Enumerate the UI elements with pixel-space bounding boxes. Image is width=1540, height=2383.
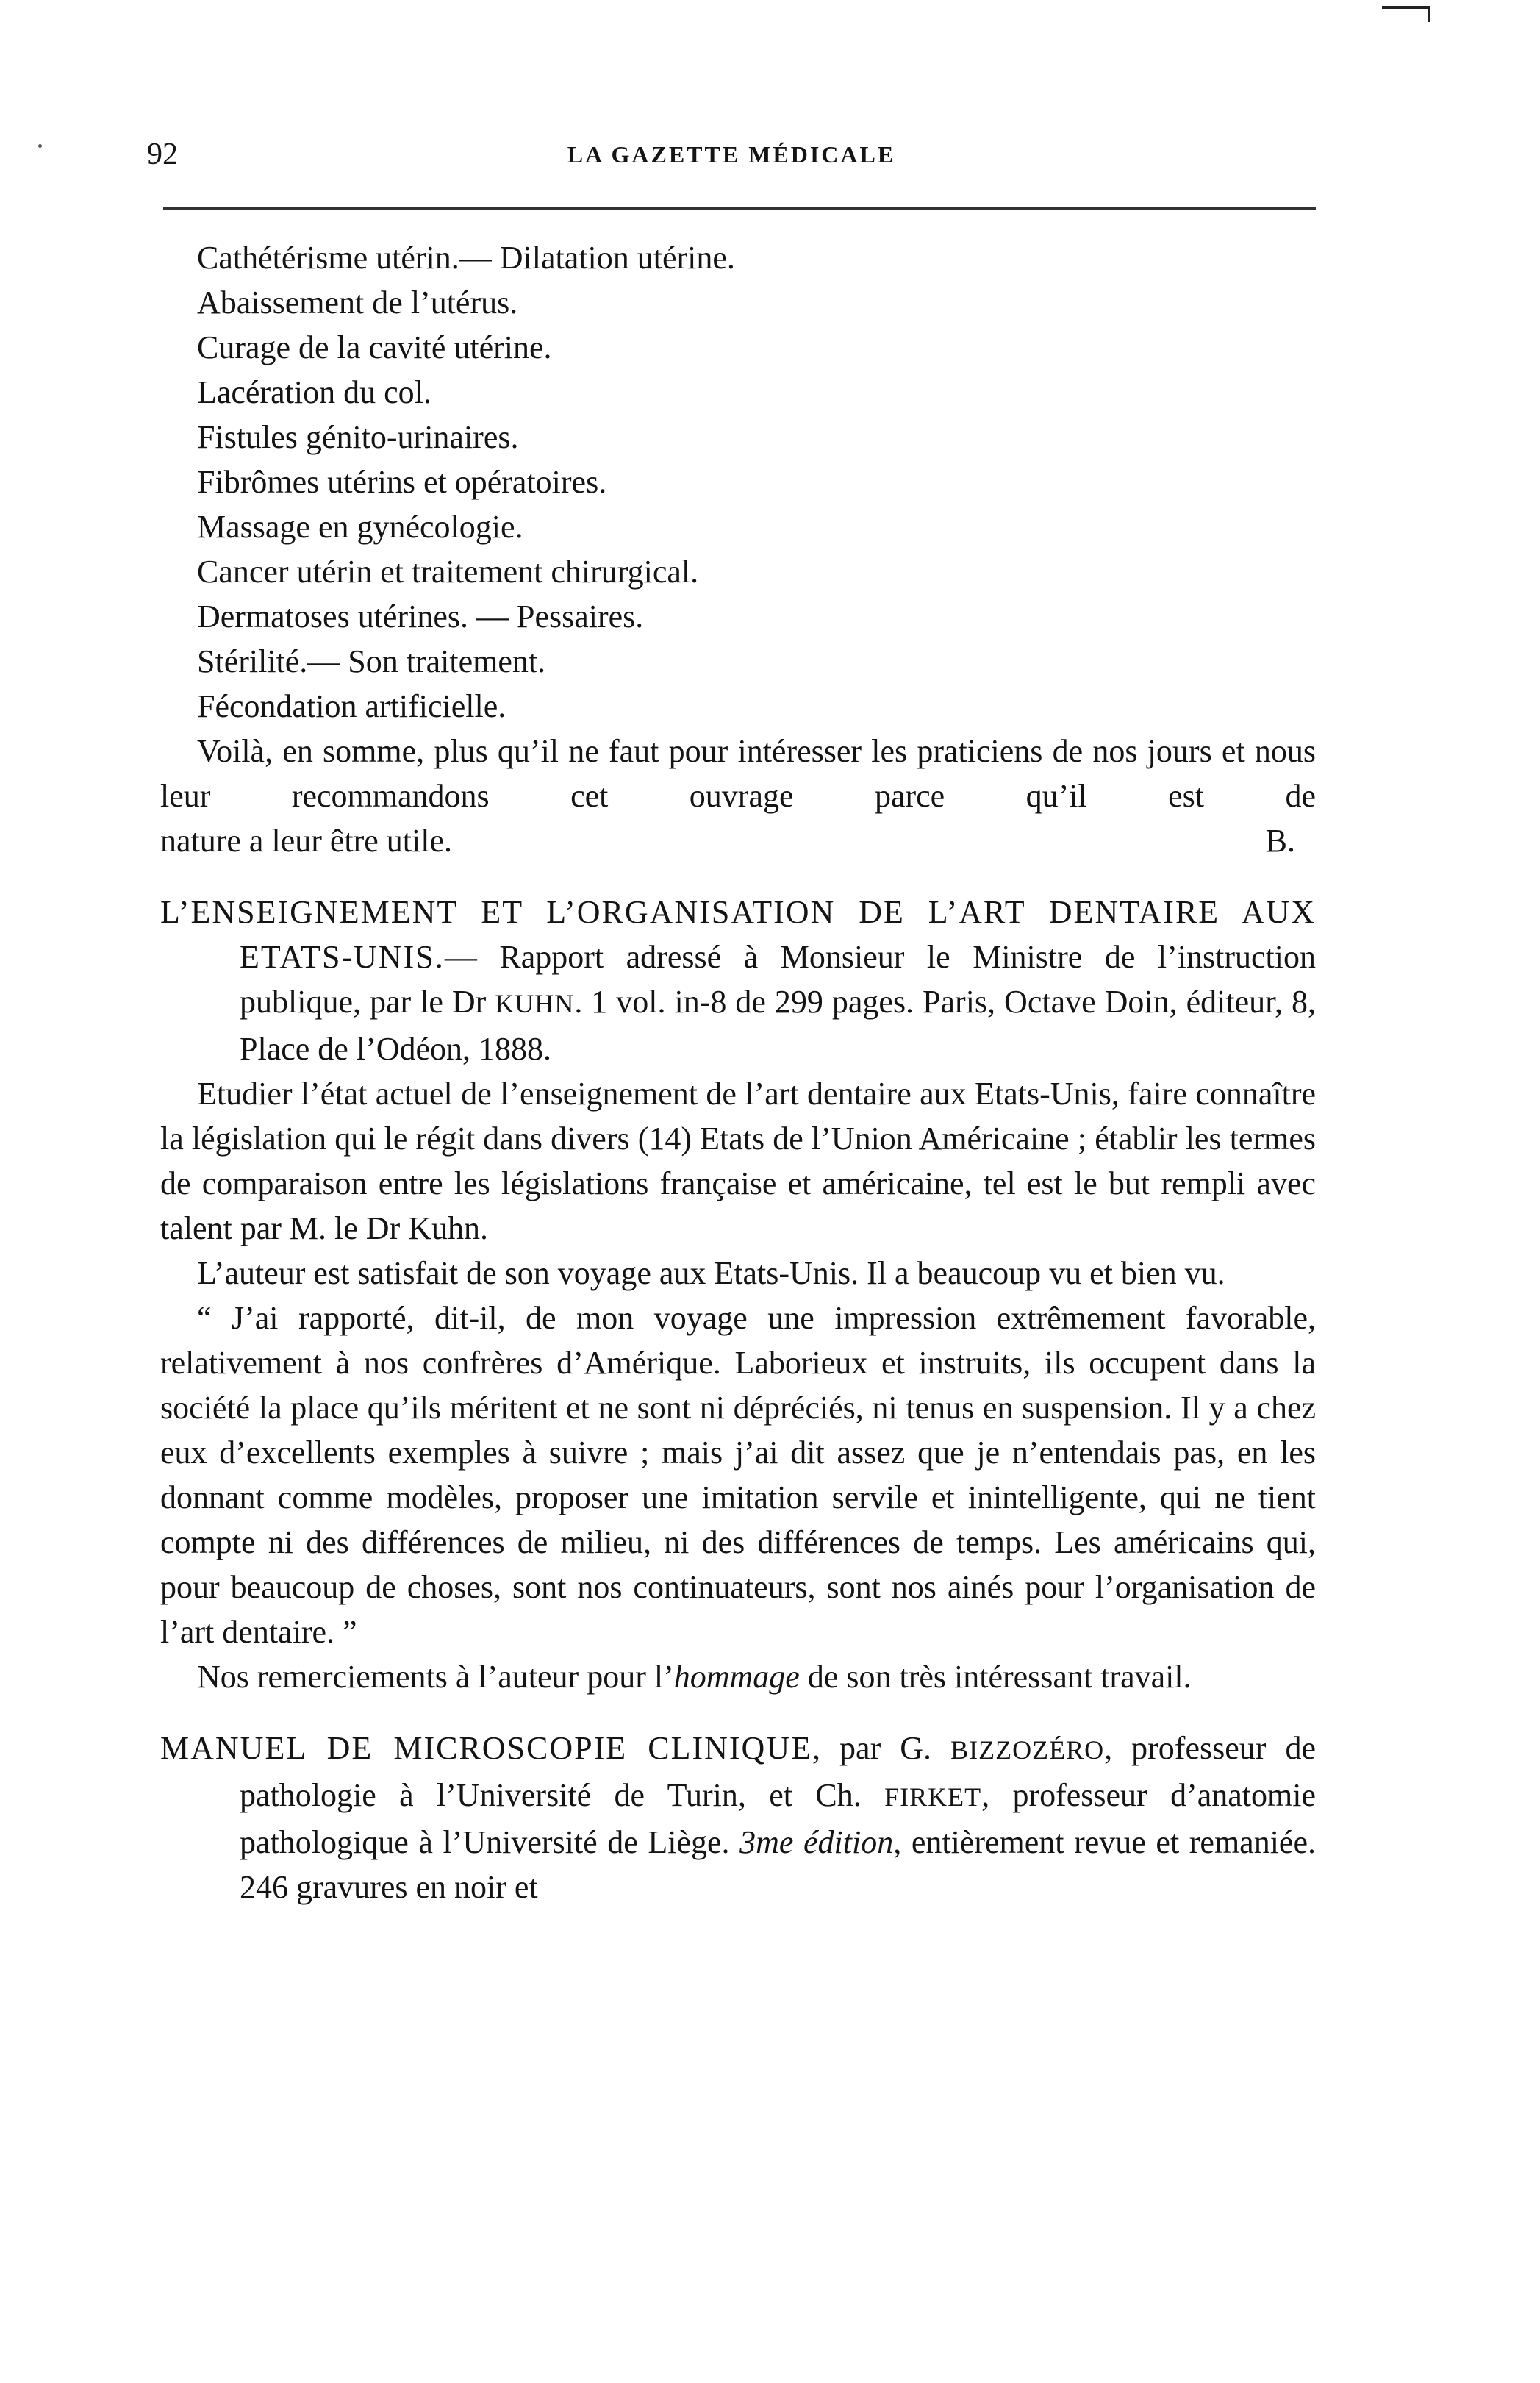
book-text: , professeur de pathologie à l’Université de Turin, et Ch. <box>240 1730 1317 1813</box>
review-quotation: “ J’ai rapporté, dit-il, de mon voyage une impression extrêmement favorable, relativement à nos confrères d’Amérique. Laborieux et instruits, ils occupent dans la société la place qu’ils méritent et ne sont ni dépréciés, ni tenus en suspension. Il y a chez eux d’excellents exemples à suivre ; mais j’ai dit assez que je n’entendais pas, en les donnant comme modèles, proposer une imitation servile et inintelligente, qui ne tient compte ni des différences de milieu, ni des différences de temps. Les américains qui, pour beaucoup de choses, sont nos continuateurs, sont nos ainés pour l’organisation de l’art dentaire. ” <box>160 1300 1316 1650</box>
book-title: MANUEL DE MICROSCOPIE CLINIQUE <box>160 1730 812 1766</box>
book-title: L’ENSEIGNEMENT ET L’ORGANISATION DE L’ART DENTAIRE AUX ETATS-UNIS. <box>160 894 1316 975</box>
corner-crop-mark <box>1382 6 1430 9</box>
book-entry-dental-education <box>160 890 1316 1071</box>
chapter-item: Curage de la cavité utérine. <box>197 329 552 365</box>
book-description: — Rapport adressé à Monsieur le Ministre de l’instruction publique, par le Dr <box>240 939 1316 1020</box>
page-number: 92 <box>147 137 178 171</box>
margin-speck <box>38 144 42 148</box>
review-paragraph: Etudier l’état actuel de l’enseignement de l’art dentaire aux Etats-Unis, faire connaître la législation qui le régit dans divers (14) Etats de l’Union Américaine ; établir les termes de comparaison entre les législations française et américaine, tel est le but rempli avec talent par M. le Dr Kuhn. <box>160 1076 1316 1246</box>
chapter-item: Stérilité.— Son traitement. <box>197 643 546 679</box>
chapter-item: Fibrômes utérins et opératoires. <box>197 464 607 500</box>
review-closing-last-line <box>160 818 1316 863</box>
review-closing-text: nature a leur être utile. <box>160 823 453 859</box>
chapter-item: Massage en gynécologie. <box>197 509 523 545</box>
review-closing-paragraph: Voilà, en somme, plus qu’il ne faut pour intéresser les praticiens de nos jours et nous leur recommandons cet ouvrage parce qu’il est de <box>160 733 1316 814</box>
review-acknowledgement <box>160 1654 1316 1699</box>
chapter-item: Cathétérisme utérin.— Dilatation utérine. <box>197 240 735 276</box>
book-entry-microscopy-manual <box>160 1726 1316 1909</box>
book-text: , entièrement revue et remaniée. 246 gravures en noir et <box>240 1824 1316 1905</box>
running-title: LA GAZETTE MÉDICALE <box>567 141 896 168</box>
book-edition: 3me édition <box>739 1824 894 1860</box>
acknowledgement-text: Nos remerciements à l’auteur pour l’ <box>197 1659 674 1695</box>
chapter-item: Dermatoses utérines. — Pessaires. <box>197 599 644 635</box>
header-rule <box>163 207 1316 210</box>
chapter-list <box>160 235 1316 729</box>
chapter-item: Cancer utérin et traitement chirurgical. <box>197 554 699 590</box>
acknowledgement-text-end: de son très intéressant travail. <box>799 1659 1192 1695</box>
chapter-item: Fistules génito-urinaires. <box>197 419 519 455</box>
acknowledgement-italic: hommage <box>673 1659 800 1695</box>
book-text: , par G. <box>812 1730 951 1766</box>
reviewer-signature: B. <box>1265 823 1295 859</box>
book-coauthor: FIRKET <box>884 1782 982 1812</box>
book-author: KUHN <box>495 989 575 1018</box>
review-paragraph: L’auteur est satisfait de son voyage aux Etats-Unis. Il a beaucoup vu et bien vu. <box>197 1255 1225 1291</box>
page-header <box>147 132 1316 176</box>
chapter-item: Lacération du col. <box>197 374 431 410</box>
chapter-item: Abaissement de l’utérus. <box>197 285 518 321</box>
chapter-item: Fécondation artificielle. <box>197 688 506 724</box>
page-body <box>160 235 1316 1909</box>
book-text: , professeur d’anatomie pathologique à l’Université de Liège. <box>240 1777 1316 1860</box>
book-author: BIZZOZÉRO <box>950 1735 1105 1765</box>
book-publication-details: . 1 vol. in-8 de 299 pages. Paris, Octave Doin, éditeur, 8, Place de l’Odéon, 1888. <box>240 984 1316 1067</box>
